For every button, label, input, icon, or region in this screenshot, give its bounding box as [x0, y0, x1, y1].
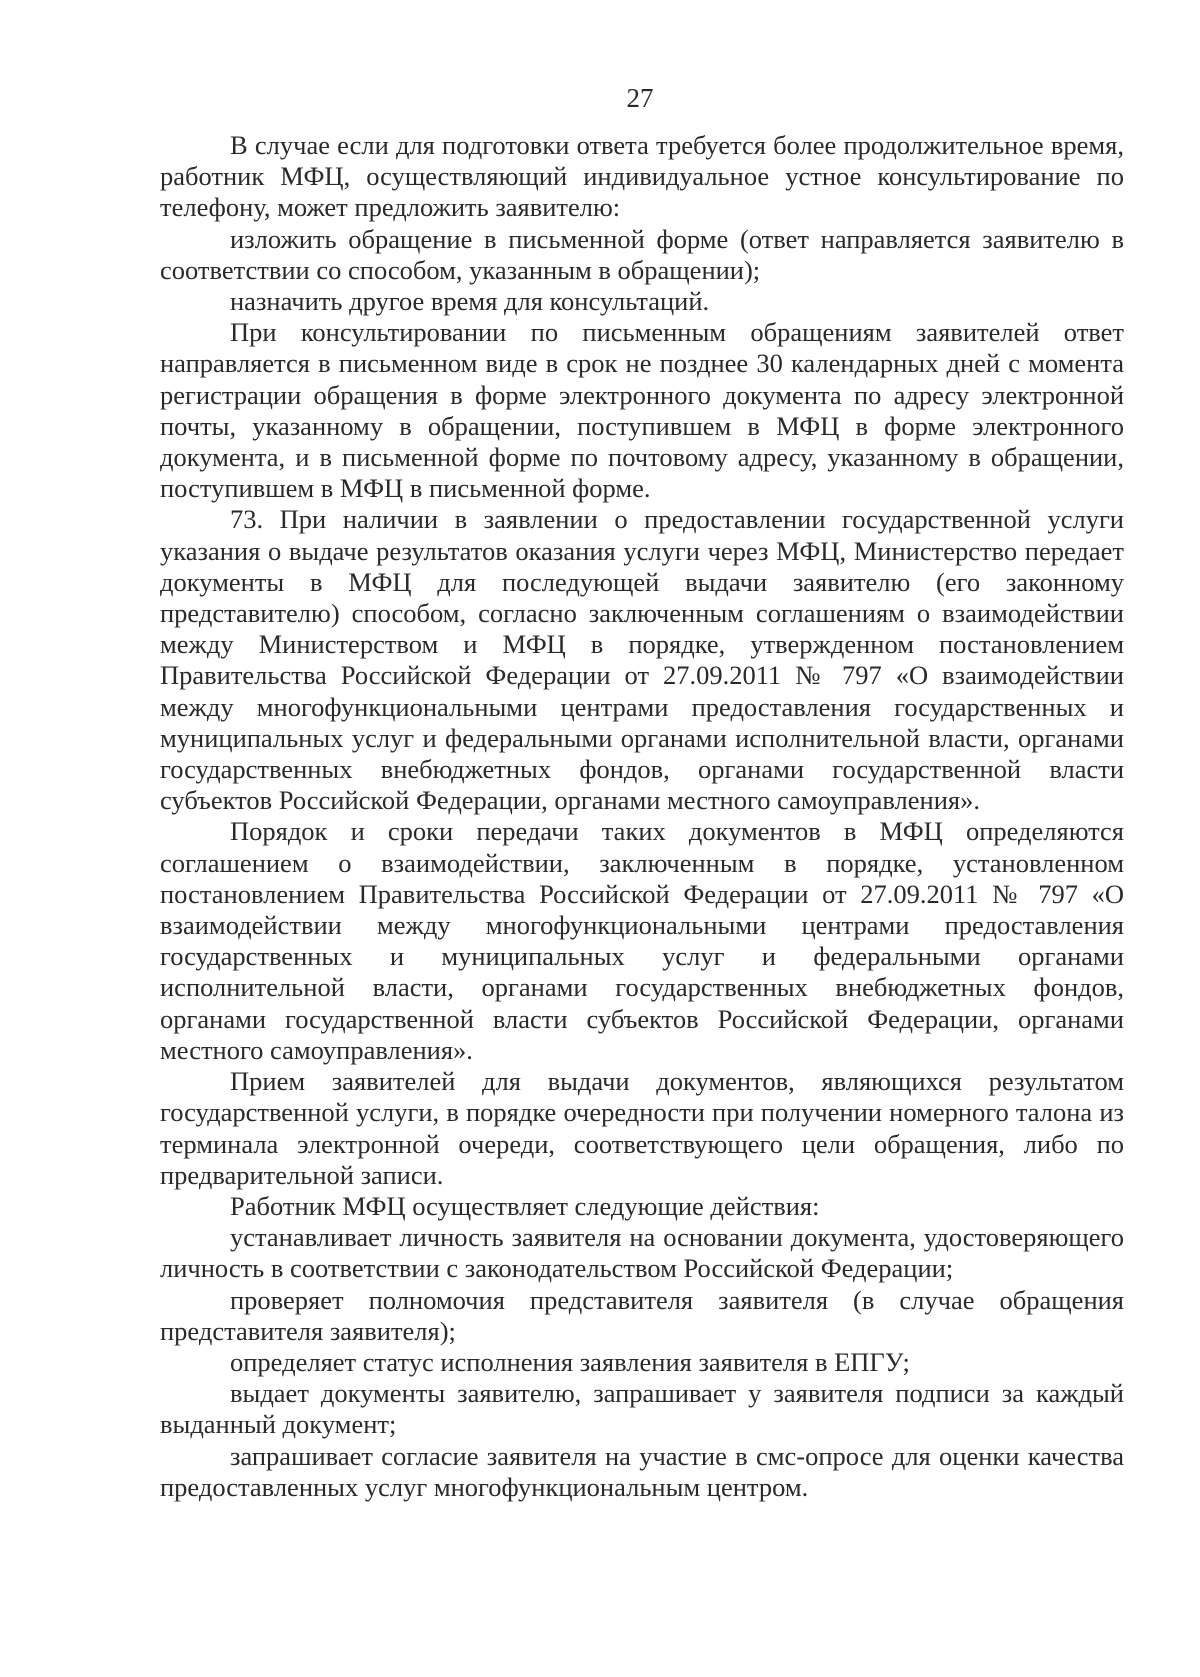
- paragraph-written-form: изложить обращение в письменной форме (ответ направляется заявителю в соответствии со способом, указанным в обращении);: [160, 223, 1124, 285]
- paragraph-identify: устанавливает личность заявителя на основании документа, удостоверяющего личность в соответствии с законодательством Российской Федерации;: [160, 1222, 1124, 1284]
- paragraph-written-consultation: При консультировании по письменным обращениям заявителей ответ направляется в письменном виде в срок не позднее 30 календарных дней с момента регистрации обращения в форме электронного документа по адресу электронной почты, указанному в обращении, поступившем в МФЦ в форме электронного документа, и в письменной форме по почтовому адресу, указанному в обращении, поступившем в МФЦ в письменной форме.: [160, 317, 1124, 504]
- paragraph-reception: Прием заявителей для выдачи документов, являющихся результатом государственной услуги, в порядке очередности при получении номерного талона из терминала электронной очереди, соответствующего цели обращения, либо по предварительной записи.: [160, 1066, 1124, 1190]
- paragraph-status: определяет статус исполнения заявления заявителя в ЕПГУ;: [230, 1346, 910, 1377]
- paragraph-consultation-time: В случае если для подготовки ответа требуется более продолжительное время, работник МФЦ, осуществляющий индивидуальное устное консультирование по телефону, может предложить заявителю:: [160, 130, 1124, 223]
- paragraph-sms-survey: запрашивает согласие заявителя на участие в смс-опросе для оценки качества предоставленных услуг многофункциональным центром.: [160, 1440, 1124, 1502]
- paragraph-check-authority: проверяет полномочия представителя заявителя (в случае обращения представителя заявителя);: [160, 1284, 1124, 1346]
- page-number: 27: [626, 83, 654, 113]
- paragraph-transfer-procedure: Порядок и сроки передачи таких документов в МФЦ определяются соглашением о взаимодействии, заключенным в порядке, установленном постановлением Правительства Российской Федерации от 27.09.2011 № 797 «О взаимодействии между многофункциональными центрами предоставления государственных и муниципальных услуг и федеральными органами исполнительной власти, органами государственных внебюджетных фондов, органами государственной власти субъектов Российской Федерации, органами местного самоуправления».: [160, 816, 1124, 1065]
- document-body: [160, 130, 1124, 1503]
- paragraph-clause-73: 73. При наличии в заявлении о предоставлении государственной услуги указания о выдаче результатов оказания услуги через МФЦ, Министерство передает документы в МФЦ для последующей выдачи заявителю (его законному представителю) способом, согласно заключенным соглашениям о взаимодействии между Министерством и МФЦ в порядке, утвержденном постановлением Правительства Российской Федерации от 27.09.2011 № 797 «О взаимодействии между многофункциональными центрами предоставления государственных и муниципальных услуг и федеральными органами исполнительной власти, органами государственных внебюджетных фондов, органами государственной власти субъектов Российской Федерации, органами местного самоуправления».: [160, 504, 1124, 816]
- paragraph-other-time: назначить другое время для консультаций.: [230, 286, 710, 317]
- paragraph-actions-intro: Работник МФЦ осуществляет следующие действия:: [230, 1190, 820, 1221]
- paragraph-issue-documents: выдает документы заявителю, запрашивает у заявителя подписи за каждый выданный документ;: [160, 1378, 1124, 1440]
